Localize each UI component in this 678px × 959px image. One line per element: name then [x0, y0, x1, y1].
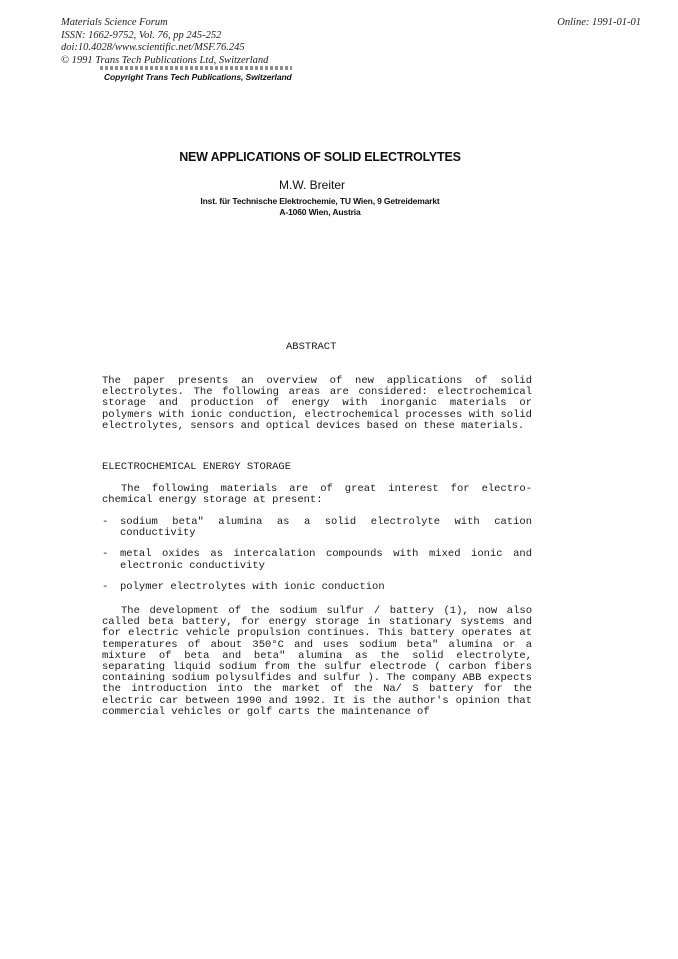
- issn-line: ISSN: 1662-9752, Vol. 76, pp 245-252: [61, 29, 222, 41]
- list-dash: -: [102, 548, 109, 561]
- paper-author: M.W. Breiter: [278, 178, 345, 192]
- list-item-text: metal oxides as intercalation compounds with mixed ionic and electronic conductivity: [120, 548, 532, 572]
- affiliation-line-1: Inst. für Technische Elektrochemie, TU Wien, 9 Getreidemarkt: [200, 196, 440, 206]
- list-dash: -: [102, 516, 109, 528]
- body-paragraph: The development of the sodium sulfur / battery (1), now also called beta battery, for energy storage in stationary systems and for electric vehicle propulsion continues. This battery operates at temperatures of about 350°C and uses sodium beta" alumina or a mixture of beta and beta" alumina as the solid electrolyte, separating liquid sodium from the sulfur electrode ( carbon fibers containing sodium polysulfides and sulfur ). The company ABB expects the introduction into the market of the Na/ S battery for the electric car between 1990 and 1992. It is the author's opinion that commercial vehicles or golf carts the maintenance of: [102, 605, 532, 718]
- online-date: Online: 1991-01-01: [557, 17, 641, 28]
- list-item-text: sodium beta" alumina as a solid electrolyte with cation conductivity: [120, 516, 532, 540]
- list-item: [102, 517, 532, 539]
- author-affiliation: [0, 196, 640, 218]
- scan-artifact-line: [100, 66, 292, 70]
- publication-metadata: [61, 17, 268, 67]
- publisher-line: © 1991 Trans Tech Publications Ltd, Switzerland: [61, 54, 269, 66]
- section-heading: ELECTROCHEMICAL ENERGY STORAGE: [102, 461, 292, 473]
- abstract-heading: ABSTRACT: [286, 341, 337, 353]
- list-item: [102, 582, 532, 593]
- abstract-text: The paper presents an overview of new applications of solid electrolytes. The following areas are considered: electrochemical storage and production of energy with inorganic materials or polymers with ionic conduction, electrochemical processes with solid electrolytes, sensors and optical devices based on these materials.: [102, 375, 532, 432]
- section-intro: The following materials are of great interest for electro-chemical energy storage at present:: [102, 483, 532, 507]
- journal-name: Materials Science Forum: [61, 17, 168, 28]
- list-dash: -: [102, 580, 109, 593]
- list-item: [102, 549, 532, 571]
- doi-line: doi:10.4028/www.scientific.net/MSF.76.245: [61, 42, 245, 53]
- paper-title: NEW APPLICATIONS OF SOLID ELECTROLYTES: [179, 150, 461, 164]
- list-item-text: polymer electrolytes with ionic conduction: [120, 580, 385, 593]
- affiliation-line-2: A-1060 Wien, Austria: [279, 207, 361, 217]
- material-list: [102, 517, 532, 603]
- copyright-stamp: Copyright Trans Tech Publications, Switzerland: [104, 72, 292, 82]
